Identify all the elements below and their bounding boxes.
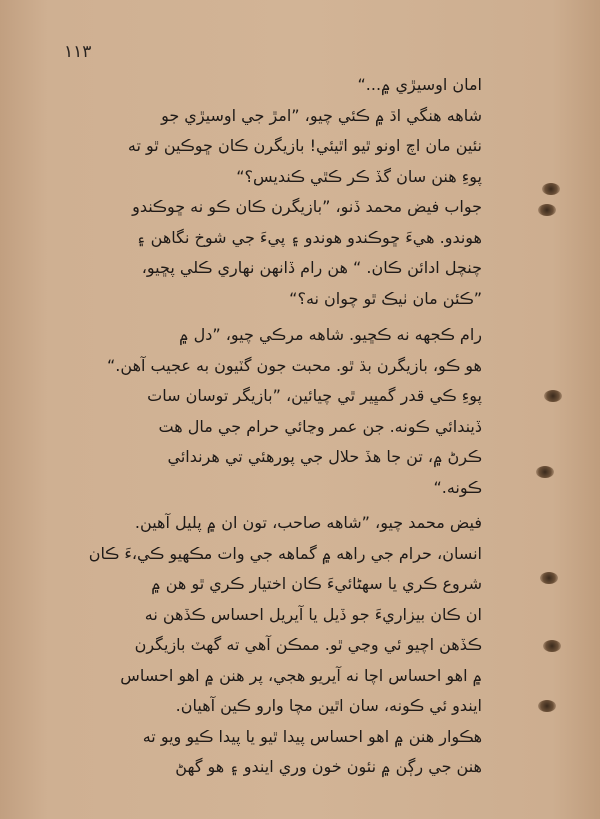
text-line: جواب فيض محمد ڏنو، ”بازيگرن ڪان ڪو نه ڇوڪندو [132,197,482,216]
text-line: هنن جي رڳن ۾ نئون خون وري ايندو ۽ هو گهڻ [175,757,482,776]
binding-hole [538,700,556,712]
text-line: ڏيندائي ڪونه. جن عمر وڃائي حرام جي مال هت [158,416,482,436]
text-line: هڪوار هنن ۾ اهو احساس پيدا ٿيو يا پيدا ڪيو ويو ته [142,726,482,746]
text-line: ڪرڻ ۾، تن جا هڏ حلال جي پورهئي تي هرندائي [167,447,482,466]
text-line: انسان، حرام جي راهه ۾ گماهه جي وات مڪهيو ڪي،ءَ ڪان [88,543,482,563]
page-number: ١١٣ [64,42,92,62]
text-line: ڪونه.“ [433,477,482,497]
text-line: پوءِ هنن سان گڏ ڪر ڪٿي ڪنديس؟“ [236,166,482,186]
text-line: پوءِ ڪي قدر گمڀير ٿي چيائين، ”بازيگر توسان سات [147,386,482,405]
binding-hole [536,466,554,478]
text-line: ڪڏهن اچيو ئي وڃي ٿو. ممڪن آهي ته گهٽ بازيگرن [134,635,482,654]
paragraph-1 [50,70,482,314]
text-line: ”ڪئن مان ٺيڪ ٿو چوان نه؟“ [289,288,482,308]
binding-hole [538,204,556,216]
text-line: هو ڪو، بازيگرن بڌ ٿو. محبت جون گٽيون به عجيب آهن.“ [107,355,482,375]
binding-hole [542,183,560,195]
paragraph-3 [50,508,482,783]
text-line: شاهه هنگي اڌ ۾ ڪئي چيو، ”امڙ جي اوسيڙي جو [161,105,482,125]
text-line: امان اوسيڙي ۾...“ [357,75,482,94]
text-line: فيض محمد چيو، ”شاهه صاحب، تون ان ۾ پليل آهين. [134,513,482,532]
binding-hole [540,572,558,584]
binding-hole [544,390,562,402]
text-line: ايندو ئي ڪونه، سان اٿين مچا وارو ڪين آهيان. [175,696,482,715]
text-line: چنچل ادائن ڪان. “ هن رام ڏانهن نهاري ڪلي پڇيو، [141,258,482,277]
binding-hole [543,640,561,652]
text-line: نئين مان اچ اونو ٿيو اٿيئي! بازيگرن ڪان ڇوڪين ٿو ته [127,136,482,155]
paragraph-2 [50,320,482,503]
text-line: هوندو. هيءَ ڇوڪندو هوندو ۽ پيءَ جي شوخ نگاهن ۽ [136,227,482,247]
text-line: رام ڪجهه نه ڪڇيو. شاهه مرڪي چيو، ”دل ۾ [179,325,482,344]
text-line: ۾ اهو احساس اچا نه آيريو هجي، پر هنن ۾ اهو احساس [120,665,482,685]
text-line: شروع ڪري يا سهڻائيءَ ڪان اختيار ڪري ٿو هن ۾ [151,574,482,593]
text-line: ان ڪان بيزاريءَ جو ڏيل يا آيريل احساس ڪڏهن نه [144,604,482,624]
